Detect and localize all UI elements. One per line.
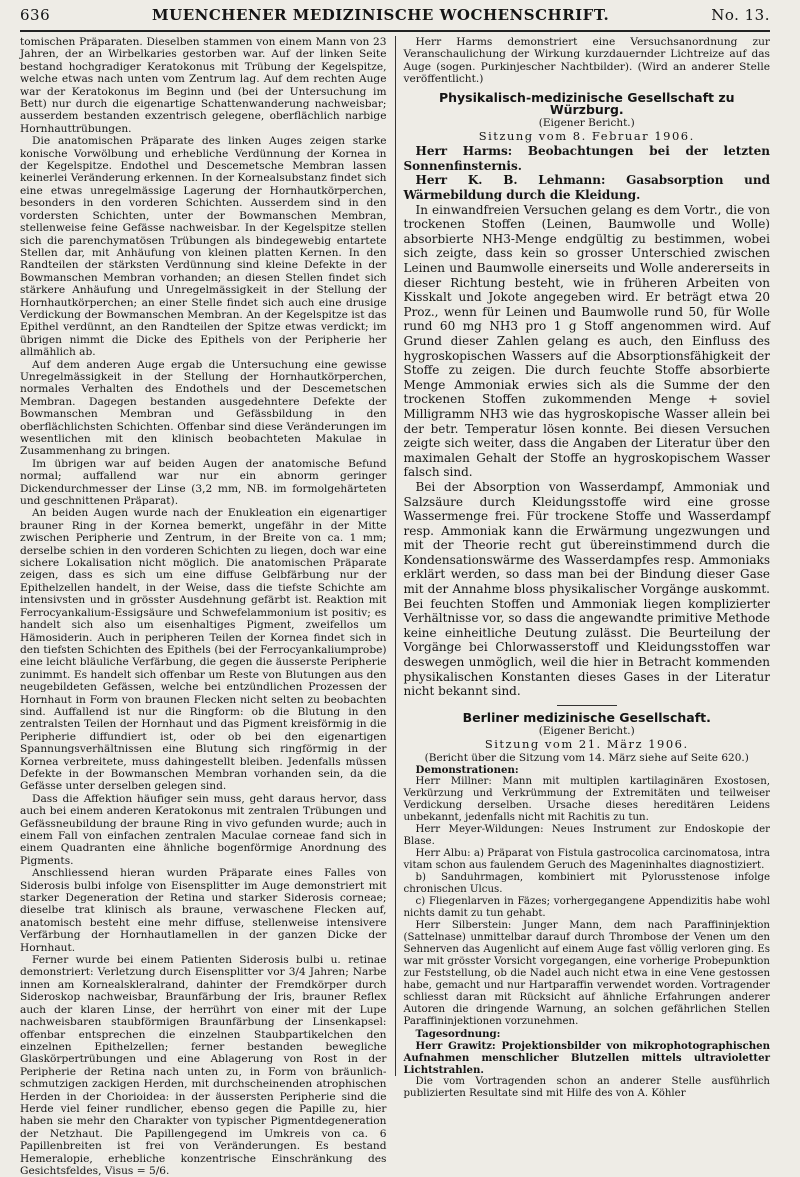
paragraph: Anschliessend hieran wurden Präparate eines Falles von Siderosis bulbi infolge von Eisensplitter im Auge demonstriert mit starker Degeneration der Retina und starker Siderosis corneae; dieselbe trat klinisch als braune, verwaschene Flecken auf, anatomisch besteht eine mehr diffuse, stellenweise intensivere Verfärbung der Hornhautlamellen in der ganzen Dicke der Hornhaut. <box>20 867 387 954</box>
paragraph: Die anatomischen Präparate des linken Auges zeigen starke konische Vorwölbung und erhebliche Verdünnung der Kornea in der Kegelspitze. Endothel und Descemetsche Membran lassen keinerlei Veränderung erkennen. In der Kornealsubstanz findet sich eine etwas unregelmässige Lagerung der Hornhautkörperchen, besonders in den vorderen Schichten. Ausserdem sind in den vordersten Schichten, unter der Bowmanschen Membran, stellenweise feine Gefässe nachweisbar. In der Kegelspitze stellen sich die parenchymatösen Trübungen als bindegewebig entartete Stellen dar, mit Anhäufung von kleinen platten Kernen. In den Randteilen der stärksten Verdünnung sind kleine Defekte in der Bowmanschen Membran vorhanden; an diesen Stellen findet sich stärkere Anhäufung und Unregelmässigkeit in der Stellung der Hornhautkörperchen; an einer Stelle findet sich auch eine drusige Verdickung der Bowmanschen Membran. An der Kegelspitze ist das Epithel verdünnt, an den Randteilen der Spitze etwas verdickt; im übrigen nimmt die Dicke des Epithels von der Peripherie her allmählich ab. <box>20 135 387 359</box>
journal-title: MUENCHENER MEDIZINISCHE WOCHENSCHRIFT. <box>152 6 610 24</box>
demonstrations-heading: Demonstrationen: <box>415 764 519 777</box>
issue-number: No. 13. <box>711 6 770 24</box>
demo-item: b) Sanduhrmagen, kombiniert mit Pylorusstenose infolge chronischen Ulcus. <box>403 872 770 896</box>
section-subtitle: (Eigener Bericht.) <box>538 117 635 130</box>
page-number: 636 <box>20 6 51 24</box>
paragraph: tomischen Präparaten. Dieselben stammen von einem Mann von 23 Jahren, der an Wirbelkaries gestorben war. Auf der linken Seite bestand hochgradiger Keratokonus mit Trübung der Kegelspitze, welche etwas nach unten vom Zentrum lag. Auf dem rechten Auge war der Keratokonus im Beginn und (bei der Untersuchung im Bett) nur durch die eigenartige Schattenwanderung nachweisbar; ausserdem bestanden exzentrisch gelegene, oberflächlich narbige Hornhauttrübungen. <box>20 36 387 135</box>
intro-paragraph: Herr Harms demonstriert eine Versuchsanordnung zur Veranschaulichung der Wirkung kurzdauernder Lichtreize auf das Auge (sogen. Purkinjescher Nachtbilder). (Wird an anderer Stelle veröffentlicht.) <box>403 36 770 86</box>
talk-item: Herr K. B. Lehmann: Gasabsorption und Wärmebildung durch die Kleidung. <box>403 173 770 203</box>
demo-item: Herr Meyer-Wildungen: Neues Instrument zur Endoskopie der Blase. <box>403 824 770 848</box>
paragraph: Dass die Affektion häufiger sein muss, geht daraus hervor, dass auch bei einem anderen Keratokonus mit zentralen Trübungen und Gefässneubildung der braune Ring in vivo gefunden wurde; auch in einem Fall von einfachen zentralen Maculae corneae fand sich in einem Quadranten eine ähnliche bogenförmige Anordnung des Pigments. <box>20 792 387 867</box>
section-title-wuerzburg: Physikalisch-medizinische Gesellschaft zu Würzburg. <box>438 89 735 118</box>
demo-item: c) Fliegenlarven in Fäzes; vorhergegangene Appendizitis habe wohl nichts damit zu tun gehabt. <box>403 896 770 920</box>
right-column <box>396 36 771 1100</box>
demo-item: Herr Millner: Mann mit multiplen kartilaginären Exostosen, Verkürzung und Verkrümmung der Extremitäten und teilweiser Verdickung derselben. Ursache dieses hereditären Leidens unbekannt, jedenfalls nicht mit Rachitis zu tun. <box>403 776 770 824</box>
paragraph: Auf dem anderen Auge ergab die Untersuchung eine gewisse Unregelmässigkeit in der Stellung der Hornhautkörperchen, normales Verhalten des Endothels und der Descemetschen Membran. Dagegen bestanden ausgedehntere Defekte der Bowmanschen Membran und Gefässbildung in den oberflächlichsten Schichten. Offenbar sind diese Veränderungen im wesentlichen mit den klinisch beobachteten Makulae in Zusammenhang zu bringen. <box>20 358 387 458</box>
session-date: Sitzung vom 21. März 1906. <box>484 736 689 751</box>
paragraph: Bei der Absorption von Wasserdampf, Ammoniak und Salzsäure durch Kleidungsstoffe wird eine grosse Wassermenge frei. Für trockene Stoffe und Wasserdampf resp. Ammoniak kann die Erwärmung ungezwungen und mit der Theorie recht gut übereinstimmend durch die Kondensationswärme des Wasserdampfes resp. Ammoniaks erklärt werden, so dass man bei der Bindung dieser Gase mit der Annahme bloss physikalischer Vorgänge auskommt. Bei feuchten Stoffen und Ammoniak liegen komplizierter Verhältnisse vor, so dass die angewandte primitive Methode keine einheitliche Deutung zulässt. Die Beurteilung der Vorgänge bei Chlorwasserstoff und Kleidungsstoffen war deswegen unmöglich, weil die hier in Betracht kommenden physikalischen Konstanten dieses Gases in der Literatur nicht bekannt sind. <box>403 479 770 699</box>
demo-item: Herr Silberstein: Junger Mann, dem nach Paraffininjektion (Sattelnase) unmittelbar darauf durch Thrombose der Venen um den Sehnerven das Augenlicht auf einem Auge fast völlig verloren ging. Es war mit grösster Vorsicht vorgegangen, eine vorherige Probepunktion zur Feststellung, ob die Nadel auch nicht etwa in eine Vene gestossen habe, gemacht und nur Hartparaffin verwendet worden. Vortragender schliesst daran mit Rücksicht auf ähnliche Erfahrungen anderer Autoren die dringende Warnung, an solchen gefährlichen Stellen Paraffininjektionen vorzunehmen. <box>403 920 770 1028</box>
paragraph: In einwandfreien Versuchen gelang es dem Vortr., die von trockenen Stoffen (Leinen, Baumwolle und Wolle) absorbierte NH3-Menge endgültig zu bestimmen, wobei sich zeigte, dass kein so grosser Unterschied zwischen Leinen und Baumwolle einerseits und Wolle andererseits in dieser Richtung besteht, wie in früheren Arbeiten von Kisskalt und Jokote angegeben wird. Er beträgt etwa 20 Proz., wenn für Leinen und Baumwolle rund 50, für Wolle rund 60 mg NH3 pro 1 g Stoff angenommen wird. Auf Grund dieser Zahlen gelang es auch, den Einfluss des hygroskopischen Wassers auf die Absorptionsfähigkeit der Stoffe zu zeigen. Die durch feuchte Stoffe absorbierte Menge Ammoniak erwies sich als die Summe der den trockenen Stoffen zukommenden Menge + soviel Milligramm NH3 wie das hygroskopische Wasser allein bei der betr. Temperatur lösen konnte. Bei diesen Versuchen zeigte sich weiter, dass die Angaben der Literatur über den maximalen Gehalt der Stoffe an hygroskopischem Wasser falsch sind. <box>403 202 770 480</box>
talk-item: Herr Harms: Beobachtungen bei der letzten Sonnenfinsternis. <box>403 144 770 173</box>
wuerzburg-body <box>404 144 771 699</box>
page-header <box>20 6 770 32</box>
agenda-heading: Tagesordnung: <box>415 1028 501 1041</box>
paragraph: An beiden Augen wurde nach der Enukleation ein eigenartiger brauner Ring in der Kornea bemerkt, ungefähr in der Mitte zwischen Peripherie und Zentrum, in der Breite von ca. 1 mm; derselbe schien in den vorderen Schichten zu liegen, doch war eine sichere Lokalisation nicht möglich. Die anatomischen Präparate zeigen, dass es sich um eine diffuse Gelbfärbung nur der Epithelzellen handelt, in der Weise, dass die tiefste Schichte am intensivsten und in grösster Ausdehnung gefärbt ist. Reaktion mit Ferrocyankalium-Essigsäure und Schwefelammonium ist positiv; es handelt sich also um eisenhaltiges Pigment, zweifellos um Hämosiderin. Auch in peripheren Teilen der Kornea findet sich in den tiefsten Schichten des Epithels (bei der Ferrocyankaliumprobe) eine leicht bläuliche Verfärbung, die gegen die äusserste Peripherie zunimmt. Es handelt sich offenbar um Reste von Blutungen aus den neugebildeten Gefässen, welche bei entzündlichen Prozessen der Hornhaut in Form von braunen Flecken nicht selten zu beobachten sind. Auffallend ist nur die Ringform: ob die Blutung in den zentralsten Teilen der Hornhaut und das Pigment kreisförmig in die Peripherie diffundiert ist, oder ob bei den eigenartigen Spannungsverhältnissen eine Blutung sich ringförmig in der Kornea verbreitete, muss dahingestellt bleiben. Jedenfalls müssen Defekte in der Bowmanschen Membran vorhanden sein, da die Gefässe unter derselben gelegen sind. <box>20 507 387 793</box>
agenda-item: Herr Grawitz: Projektionsbilder von mikrophotographischen Aufnahmen menschlicher Blutzellen mittels ultravioletter Lichtstrahlen. <box>403 1040 770 1077</box>
section-subtitle: (Eigener Bericht.) <box>538 725 635 738</box>
left-column <box>20 36 396 1177</box>
paragraph: Im übrigen war auf beiden Augen der anatomische Befund normal; auffallend war nur ein abnorm geringer Dickendurchmesser der Linse (3,2 mm, NB. im formolgehärteten und geschnittenen Präparat). <box>20 457 387 508</box>
section-title-berlin: Berliner medizinische Gesellschaft. <box>462 709 711 725</box>
berlin-body <box>404 764 771 1100</box>
paragraph: Ferner wurde bei einem Patienten Siderosis bulbi u. retinae demonstriert: Verletzung durch Eisensplitter vor 3/4 Jahren; Narbe innen am Kornealskleralrand, dahinter der Fremdkörper durch Sideroskop nachweisbar, Braunfärbung der Iris, brauner Reflex auch der klaren Linse, der herrührt von einer mit der Lupe nachweisbaren staubförmigen Braunfärbung der Linsenkapsel: offenbar entsprechen die einzelnen Staubpartikelchen den einzelnen Epithelzellen; ferner bestanden bewegliche Glaskörpertrübungen und eine Ablagerung von Rost in der Peripherie der Retina nach unten zu, in Form von bräunlich-schmutzigen zackigen Herden, mit durchscheinenden atrophischen Herden in der Chorioidea: in der äussersten Peripherie sind die Herde viel feiner rundlicher, ebenso gegen die Papille zu, hier haben sie mehr den Charakter von typischer Pigmentdegeneration der Netzhaut. Die Papillengegend im Umkreis von ca. 6 Papillenbreiten ist frei von Veränderungen. Es bestand Hemeralopie, erhebliche konzentrische Einschränkung des Gesichtsfeldes, Visus = 5/6. <box>20 954 387 1177</box>
demo-item: Herr Albu: a) Präparat von Fistula gastrocolica carcinomatosa, intra vitam schon aus faulendem Geruch des Mageninhaltes diagnostiziert. <box>403 848 770 872</box>
divider <box>557 705 617 706</box>
session-date: Sitzung vom 8. Februar 1906. <box>478 128 695 143</box>
session-note: (Bericht über die Sitzung vom 14. März siehe auf Seite 620.) <box>424 752 749 765</box>
paragraph: Die vom Vortragenden schon an anderer Stelle ausführlich publizierten Resultate sind mit Hilfe des von A. Köhler <box>403 1076 770 1100</box>
